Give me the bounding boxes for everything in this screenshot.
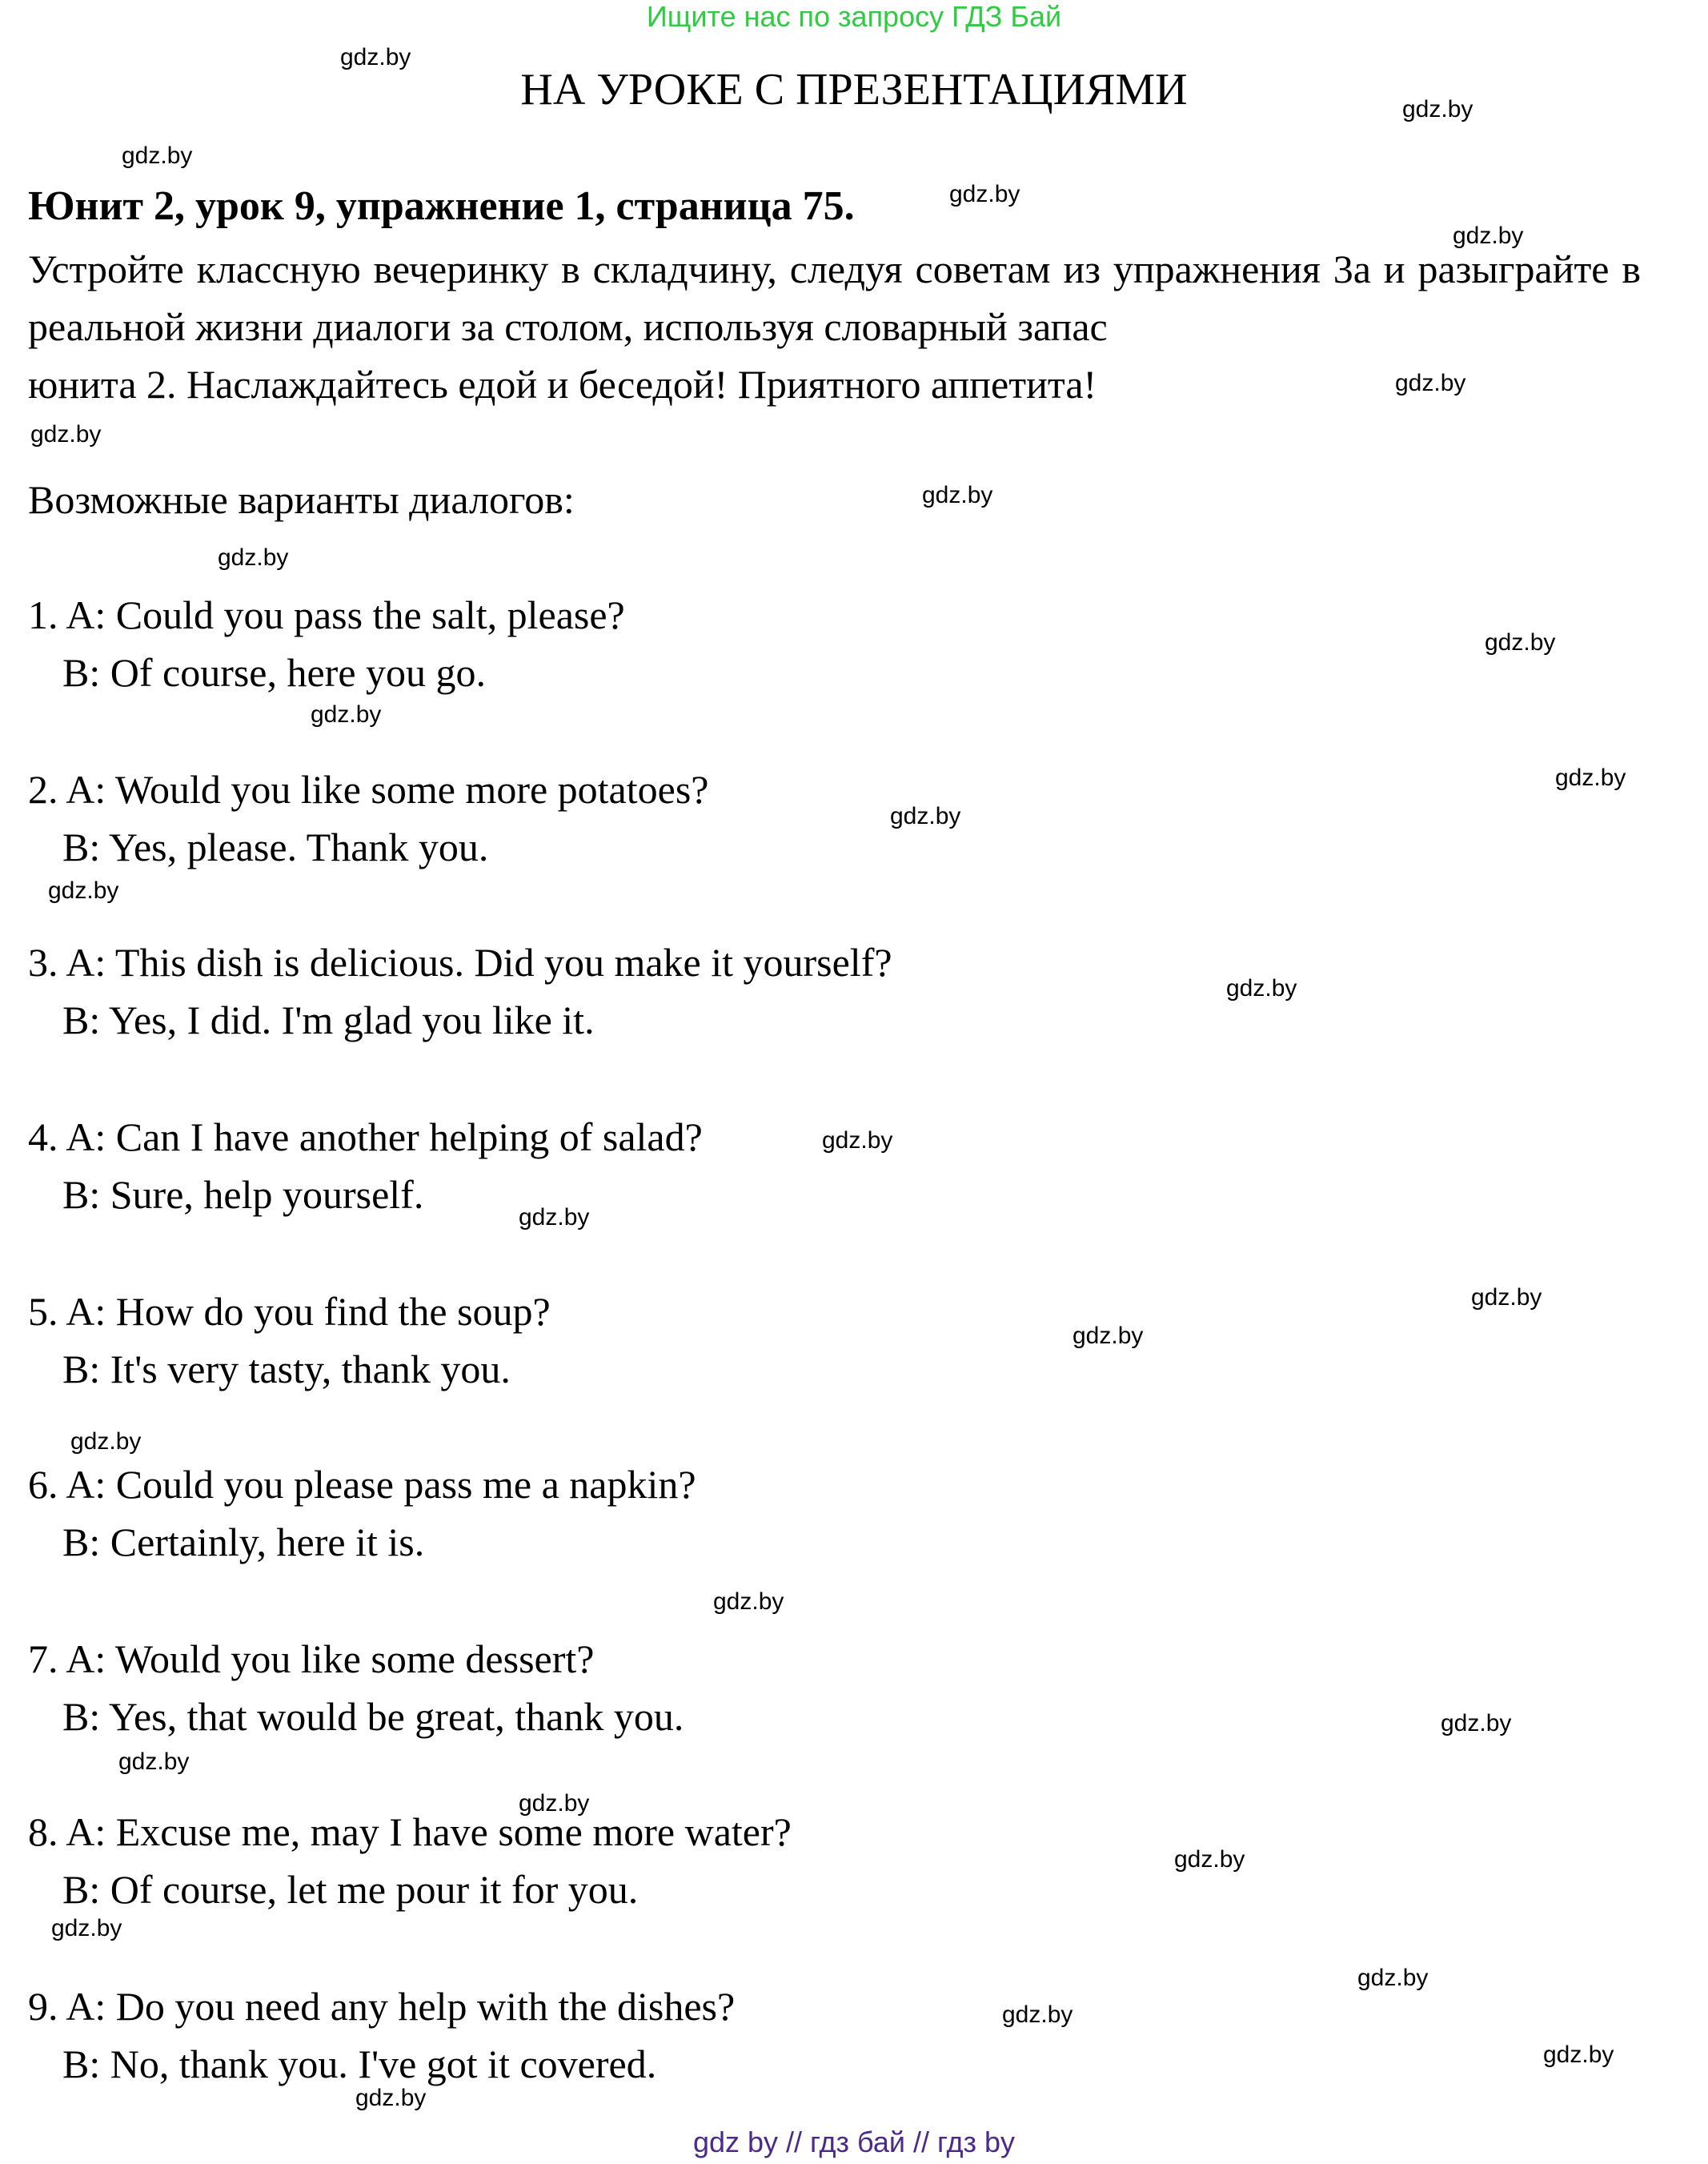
watermark: gdz.by (1402, 96, 1473, 122)
instruction-text-end: юнита 2. Наслаждайтесь едой и беседой! Приятного аппетита! (28, 362, 1097, 407)
watermark: gdz.by (218, 544, 289, 571)
instruction-text: Устройте классную вечеринку в складчину, следуя советам из упражнения 3а и разыграйте в реальной жизни диалоги за столом, используя словарный запас (28, 247, 1641, 349)
dialogue-1-line-a: 1. A: Could you pass the salt, please? (28, 592, 625, 637)
watermark: gdz.by (519, 1204, 590, 1231)
watermark: gdz.by (355, 2085, 427, 2111)
watermark: gdz.by (118, 1748, 190, 1775)
watermark: gdz.by (1174, 1846, 1245, 1873)
dialogue-8-line-b: B: Of course, let me pour it for you. (62, 1867, 639, 1912)
watermark: gdz.by (1471, 1284, 1542, 1311)
watermark: gdz.by (1555, 765, 1626, 791)
watermark: gdz.by (1395, 370, 1466, 396)
watermark: gdz.by (70, 1428, 142, 1455)
dialogue-7-line-b: B: Yes, that would be great, thank you. (62, 1694, 684, 1739)
dialogue-2-line-b: B: Yes, please. Thank you. (62, 825, 489, 869)
dialogue-1-line-b: B: Of course, here you go. (62, 650, 487, 695)
dialogue-7-line-a: 7. A: Would you like some dessert? (28, 1636, 595, 1681)
watermark: gdz.by (1002, 2001, 1073, 2028)
top-banner[interactable]: Ищите нас по запросу ГДЗ Бай (646, 0, 1062, 33)
footer-links[interactable]: gdz by // гдз бай // гдз by (692, 2126, 1016, 2158)
watermark: gdz.by (1453, 223, 1524, 249)
dialogues-intro: Возможные варианты диалогов: (28, 477, 575, 522)
dialogue-5-line-a: 5. A: How do you find the soup? (28, 1289, 551, 1334)
page-title: НА УРОКЕ С ПРЕЗЕНТАЦИЯМИ (520, 65, 1188, 114)
dialogue-5-line-b: B: It's very tasty, thank you. (62, 1347, 511, 1391)
watermark: gdz.by (1441, 1710, 1512, 1736)
dialogue-2-line-a: 2. A: Would you like some more potatoes? (28, 767, 709, 812)
watermark: gdz.by (1073, 1323, 1144, 1349)
watermark: gdz.by (1543, 2042, 1614, 2068)
watermark: gdz.by (1485, 629, 1556, 656)
watermark: gdz.by (340, 44, 411, 70)
watermark: gdz.by (519, 1790, 590, 1817)
dialogue-8-line-a: 8. A: Excuse me, may I have some more water? (28, 1809, 792, 1854)
dialogue-6-line-b: B: Certainly, here it is. (62, 1520, 425, 1564)
watermark: gdz.by (713, 1588, 784, 1615)
dialogue-3-line-a: 3. A: This dish is delicious. Did you make it yourself? (28, 940, 892, 985)
dialogue-4-line-a: 4. A: Can I have another helping of salad? (28, 1114, 703, 1159)
watermark: gdz.by (949, 181, 1020, 207)
watermark: gdz.by (1226, 975, 1297, 1002)
exercise-heading: Юнит 2, урок 9, упражнение 1, страница 75. (28, 183, 855, 229)
watermark: gdz.by (822, 1127, 893, 1154)
watermark: gdz.by (51, 1915, 122, 1941)
watermark: gdz.by (30, 421, 102, 448)
dialogue-6-line-a: 6. A: Could you please pass me a napkin? (28, 1462, 696, 1507)
watermark: gdz.by (122, 143, 193, 169)
watermark: gdz.by (48, 877, 119, 904)
dialogue-3-line-b: B: Yes, I did. I'm glad you like it. (62, 998, 595, 1042)
watermark: gdz.by (1357, 1965, 1429, 1991)
dialogue-4-line-b: B: Sure, help yourself. (62, 1172, 424, 1217)
watermark: gdz.by (890, 803, 961, 829)
dialogue-9-line-a: 9. A: Do you need any help with the dishes? (28, 1984, 736, 2029)
dialogue-9-line-b: B: No, thank you. I've got it covered. (62, 2042, 657, 2086)
watermark: gdz.by (311, 701, 382, 728)
watermark: gdz.by (922, 482, 993, 508)
